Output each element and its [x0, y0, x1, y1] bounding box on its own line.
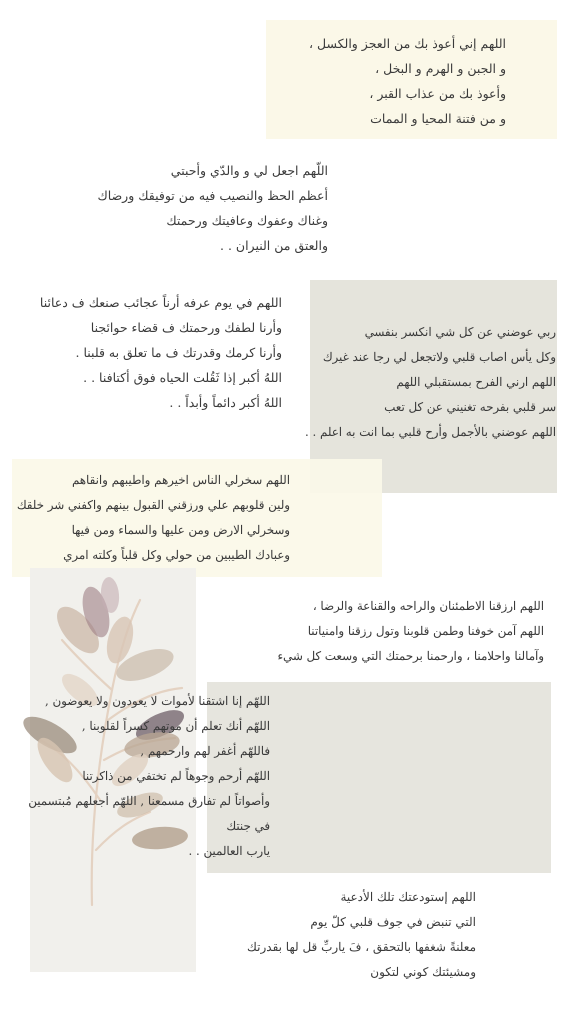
text-line: اللهّم إنا اشتقنا لأموات لا يعودون ولا يعوضون , [44, 694, 270, 708]
text-line: اللّهم اجعل لي و والدّي وأحبتي [170, 163, 328, 178]
text-line: اللهّم أرحم وجوهاً لم تختفي من ذاكرتنا [82, 769, 270, 783]
text-line: التي تنبض في جوف قلبي كلّ يوم [310, 915, 476, 929]
text-line: وكل يأس اصاب قلبي ولاتجعل لي رجا عند غيرك [322, 350, 556, 364]
text-line: اللهم إني أعوذ بك من العجز والكسل ، [308, 36, 506, 51]
text-line: أعظم الحظ والنصيب فيه من توفيقك ورضاك [97, 188, 328, 203]
text-line: في جنتك [226, 819, 270, 833]
dua-block-7 [28, 689, 270, 864]
text-line: اللهُ أكبر إذا ثَقُلت الحياه فوق أكتافنا . . [83, 370, 282, 385]
text-line: وأصواتاً لم تفارق مسمعنا , اللهّم أجعلهم مُبتسمين [28, 794, 270, 808]
text-line: وأرنا لطفك ورحمتك ف قضاء حوائجنا [90, 320, 282, 335]
dua-block-1 [309, 31, 506, 131]
text-line: اللهُ أكبر دائماً وأبداً . . [169, 395, 282, 410]
text-line: والعتق من النيران . . [220, 238, 328, 253]
text-line: وسخرلي الارض ومن عليها والسماء ومن فيها [71, 523, 290, 537]
text-line: فاللهّم أغفر لهم وارحمهم , [140, 744, 270, 758]
text-line: وعبادك الطيبين من حولي وكل قلباً وكلته امري [63, 548, 290, 562]
dua-block-4 [305, 320, 556, 445]
dua-block-6 [277, 594, 544, 669]
text-line: ولين قلوبهم علي ورزقني القبول بينهم واكفني شر خلقك [16, 498, 290, 512]
text-line: اللهم آمن خوفنا وطمن قلوبنا وتول رزقنا وامنياتنا [307, 624, 544, 638]
dua-block-8 [247, 885, 476, 985]
text-line: اللهم إستودعتك تلك الأدعية [340, 890, 476, 904]
text-line: ربي عوضني عن كل شي انكسر بنفسي [364, 325, 556, 339]
text-line: وأعوذ بك من عذاب القبر ، [369, 86, 506, 101]
text-line: اللهم في يوم عرفه أرناً عجائب صنعك ف دعائنا [39, 295, 282, 310]
dua-block-5 [17, 468, 290, 568]
text-line: ومشيئتك كوني لتكون [370, 965, 476, 979]
text-line: سر قلبي بفرحه تغنيني عن كل تعب [384, 400, 556, 414]
text-line: معلنةً شغفها بالتحقق ، فَ ياربِّ قل لها بقدرتك [247, 940, 476, 954]
text-line: وغناك وعفوك وعافيتك ورحمتك [166, 213, 328, 228]
text-line: و الجبن و الهرم و البخل ، [375, 61, 506, 76]
text-line: اللهم ارني الفرح بمستقبلي اللهم [396, 375, 556, 389]
text-line: اللهّم أنك تعلم أن موتهم كسراً لقلوبنا , [81, 719, 270, 733]
text-line: وأرنا كرمك وقدرتك ف ما تعلق به قلبنا . [75, 345, 282, 360]
text-line: وآمالنا واحلامنا ، وارحمنا برحمتك التي وسعت كل شيء [277, 649, 544, 663]
text-line: اللهم ارزقنا الاطمئنان والراحه والقناعة والرضا ، [312, 599, 544, 613]
text-line: اللهم عوضني بالأجمل وأرح قلبي بما انت به اعلم . . [304, 425, 556, 439]
text-line: اللهم سخرلي الناس اخيرهم واطيبهم وانقاهم [71, 473, 290, 487]
dua-block-2 [97, 158, 328, 258]
text-line: و من فتنة المحيا و الممات [370, 111, 506, 126]
text-line: يارب العالمين . . [188, 844, 270, 858]
dua-block-3 [40, 290, 282, 415]
